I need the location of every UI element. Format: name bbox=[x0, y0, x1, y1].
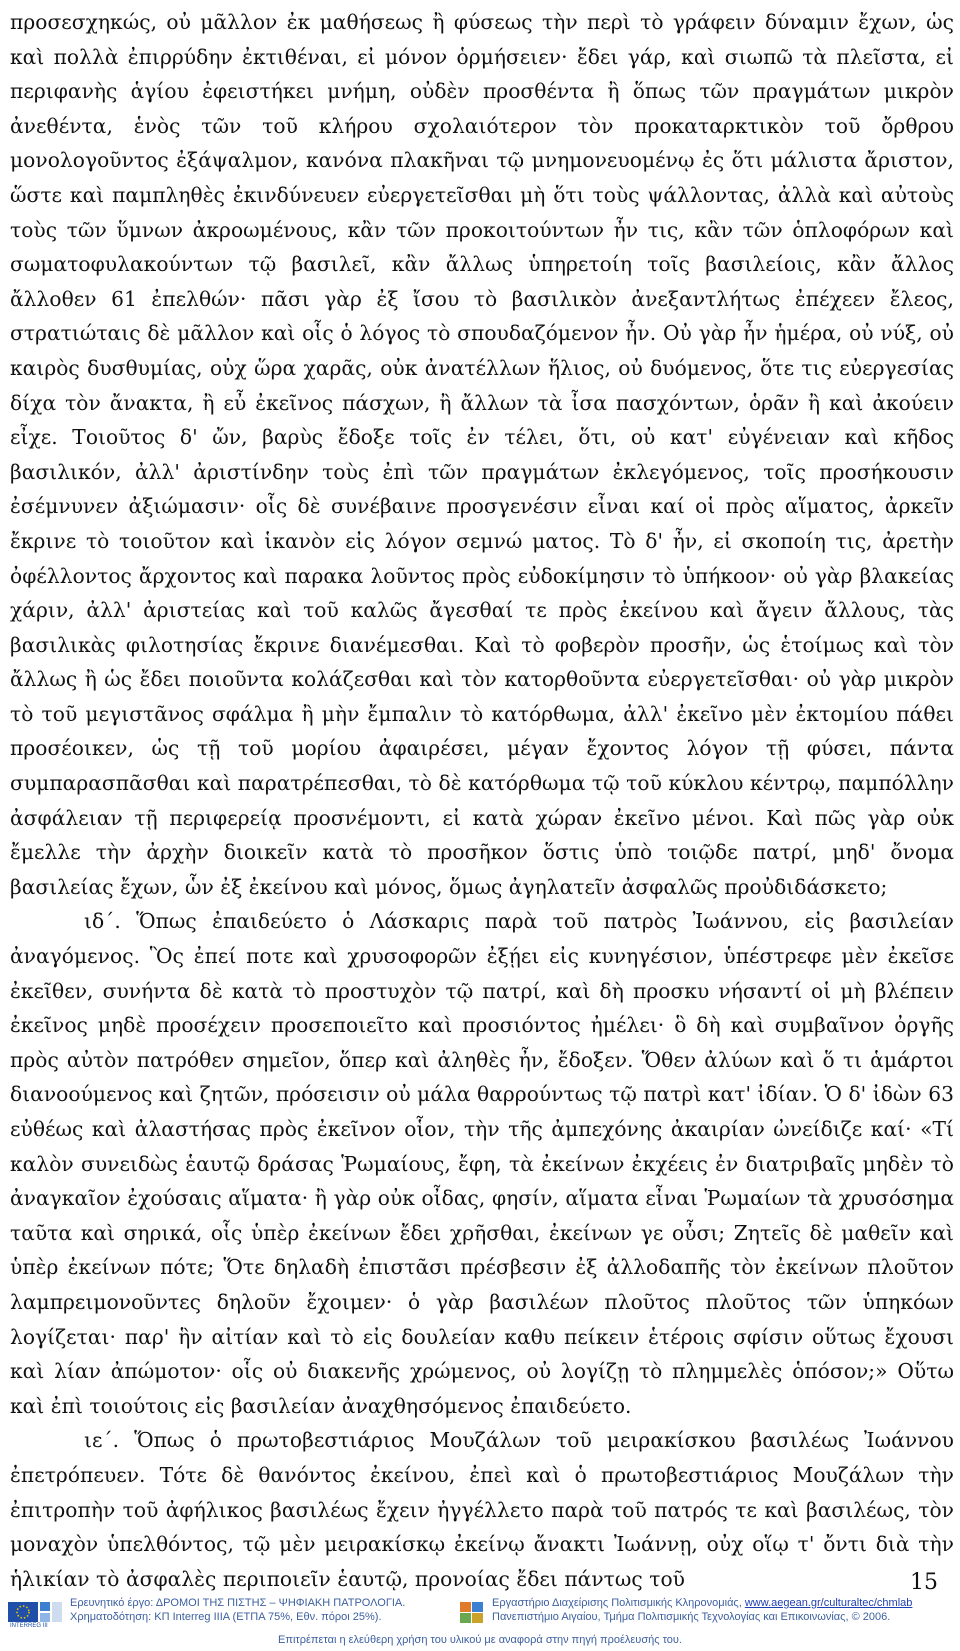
lab-logo-icon bbox=[458, 1598, 486, 1626]
page-footer bbox=[0, 1596, 960, 1651]
footer-usage-note: Επιτρέπεται η ελεύθερη χρήση του υλικού με αναφορά στην πηγή προέλευσής του. bbox=[278, 1634, 682, 1646]
footer-lab-name: Εργαστήριο Διαχείρισης Πολιτισμικής Κληρονομιάς, bbox=[492, 1597, 742, 1609]
page-number: 15 bbox=[910, 1570, 938, 1595]
paragraph-continuation: προσεσχηκώς, οὐ μᾶλλον ἐκ μαθήσεως ἢ φύσεως τὴν περὶ τὸ γράφειν δύναμιν ἔχων, ὡς καὶ πολλὰ ἐπιρρύδην ἐκτιθέναι, εἰ μόνον ὁρμήσειεν· ἔδει γάρ, καὶ σιωπῶ τὰ πλεῖστα, εἰ περιφανὴς ἁγίου ἐφειστήκει μνήμη, οὐδὲν προσθέντα ἢ ὅπως τῶν πραγμάτων μικρὸν ἀνεθέντα, ἑνὸς τῶν τοῦ κλήρου σχολαιότερον τὸν προκαταρκτικὸν τοῦ ὄρθρου μονολογοῦντος ἐξάψαλμον, κανόνα πλακῆναι τῷ μνημονευομένῳ ἐς ὅτι μάλιστα ἄριστον, ὥστε καὶ παμπληθὲς ἐκινδύνευεν εὐεργετεῖσθαι μὴ ὅτι τοὺς ψάλλοντας, ἀλλὰ καὶ αὐτοὺς τοὺς τῶν ὕμνων ἀκροωμένους, κἂν τῶν προκοιτούντων ἦν τις, κἂν τῶν ὁπλοφόρων καὶ σωματοφυλακούντων τῷ βασιλεῖ, κἂν ἄλλως ὑπηρετοίη τοῖς βασιλείοις, κἂν ἄλλος ἄλλοθεν 61 ἐπελθών· πᾶσι γὰρ ἐξ ἴσου τὸ βασιλικὸν ἀνεξαντλήτως ἐπέχεεν ἔλεος, στρατιώταις δὲ μᾶλλον καὶ οἷς ὁ λόγος τὸ σπουδαζόμενον ἦν. Οὐ γὰρ ἦν ἡμέρα, οὐ νύξ, οὐ καιρὸς δυσθυμίας, οὐχ ὥρα χαρᾶς, οὐκ ἀνατέλλων ἥλιος, οὐ δυόμενος, ὅτε τις εὐεργεσίας δίχα τὸν ἄνακτα, ἢ εὖ ἐκεῖνος πάσχων, ἢ ἄλλων τὰ ἶσα πασχόντων, ὁρᾶν ἢ καὶ ἀκούειν εἶχε. Τοιοῦτος δ' ὤν, βαρὺς ἔδοξε τοῖς ἐν τέλει, ὅτι, οὐ κατ' εὐγένειαν καὶ κῆδος βασιλικόν, ἀλλ' ἀριστίνδην τοὺς ἐπὶ τῶν πραγμάτων ἐκλεγόμενος, τοῖς προσήκουσιν ἐσέμνυνεν ἀξιώμασιν· οἷς δὲ συνέβαινε προσγενέσιν εἶναι καί οἱ πρὸς αἵματος, ἀρκεῖν ἔκρινε τὸ τοιοῦτον καὶ ἱκανὸν εἰς λόγον σεμνώ ματος. Τὸ δ' ἦν, εἰ σκοποίη τις, ἀρετὴν ὀφέλλοντος ἄρχοντος καὶ παρακα λοῦντος πρὸς εὐδοκίμησιν τὸ ὑπήκοον· οὐ γὰρ βλακείας χάριν, ἀλλ' ἀριστείας καὶ τοῦ καλῶς ἄγεσθαί τε πρὸς ἐκείνου καὶ ἄγειν ἄλλους, τὰς βασιλικὰς φιλοτησίας ἔκρινε διανέμεσθαι. Καὶ τὸ φοβερὸν προσῆν, ὡς ἑτοίμως καὶ τὸν ἄλλως ἢ ὡς ἔδει ποιοῦντα κολάζεσθαι καὶ τὸν κατορθοῦντα εὐεργετεῖσθαι· οὐ γὰρ μικρὸν τὸ τοῦ μεγιστᾶνος σφάλμα ἢ μὴν ἔμπαλιν τὸ κατόρθωμα, ἀλλ' ἐκεῖνο μὲν ἐκτομίου πάθει προσέοικεν, ὡς τῇ τοῦ μορίου ἀφαιρέσει, μέγαν ἔχοντος λόγον τῇ φύσει, πάντα συμπαρασπᾶσθαι καὶ παρατρέπεσθαι, τὸ δὲ κατόρθωμα τῷ τοῦ κύκλου κέντρῳ, παμπόλλην ἀσφάλειαν τῇ περιφερείᾳ προσνέμοντι, εἰ κατὰ χώραν ἐκεῖνο μένοι. Καὶ πῶς γὰρ οὐκ ἔμελλε τὴν ἀρχὴν διοικεῖν κατὰ τὸ προσῆκον ὅστις ὑπὸ τοιῷδε πατρί, μηδ' ὄνομα βασιλείας ἔχων, ὧν ἐξ ἐκείνου καὶ μόνος, ὅμως ἀγηλατεῖν ἀσφαλῶς προὐδιδάσκετο; bbox=[10, 10, 954, 899]
footer-funding-line: Χρηματοδότηση: ΚΠ Interreg IIIA (ΕΤΠΑ 75%, Εθν. πόροι 25%). bbox=[70, 1611, 382, 1623]
interreg-logo bbox=[8, 1598, 64, 1626]
paragraph-chapter-14: ιδ΄. Ὅπως ἐπαιδεύετο ὁ Λάσκαρις παρὰ τοῦ πατρὸς Ἰωάννου, εἰς βασιλείαν ἀναγόμενος. Ὃς ἐπεί ποτε καὶ χρυσοφορῶν ἐξῄει εἰς κυνηγέσιον, ὑπέστρεφε μὲν ἐκεῖσε ἐκεῖθεν, συνήντα δὲ κατὰ τὸ προστυχὸν τῷ πατρί, καὶ δὴ προσκυ νήσαντί οἱ μὴ βλέπειν ἐκεῖνος μηδὲ προσέχειν προσεποιεῖτο καὶ προσιόντος ἠμέλει· ὃ δὴ καὶ συμβαῖνον ὀργῆς πρὸς αὐτὸν πατρόθεν σημεῖον, ὅπερ καὶ ἀληθὲς ἦν, ἔδοξεν. Ὅθεν ἀλύων καὶ ὅ τι ἁμάρτοι διανοούμενος καὶ ζητῶν, πρόσεισιν οὐ μάλα θαρρούντως τῷ πατρὶ κατ' ἰδίαν. Ὁ δ' ἰδὼν 63 εὐθέως καὶ ἀλαστήσας πρὸς ἐκεῖνον οἷον, τὴν τῆς ἀμπεχόνης ἀκαιρίαν ὠνείδιζε καί· «Τί καλὸν συνειδὼς ἑαυτῷ δράσας Ῥωμαίους, ἔφη, τὰ ἐκείνων ἐκχέεις ἐν διατριβαῖς μηδὲν τὸ ἀναγκαῖον ἐχούσαις αἵματα· ἢ γὰρ οὐκ οἶδας, φησίν, αἵματα εἶναι Ῥωμαίων τὰ χρυσόσημα ταῦτα καὶ σηρικά, οἷς ὑπὲρ ἐκείνων ἔδει χρῆσθαι, ἐκείνων γε οὖσι; Ζητεῖς δὲ μαθεῖν καὶ ὑπὲρ ἐκείνων πότε; Ὅτε δηλαδὴ ἐπιστᾶσι πρέσβεσιν ἐξ ἀλλοδαπῆς τὸν ἐκείνων πλοῦτον λαμπρειμονοῦντες δηλοῦν ἔχοιμεν· ὁ γὰρ βασιλέων πλοῦτος πλοῦτος τῶν ὑπηκόων λογίζεται· παρ' ἣν αἰτίαν καὶ τὸ εἰς δουλείαν καθυ πείκειν ἑτέροις σφίσιν οὕτως ἔχουσι καὶ λίαν ἀπώμοτον· οἷς οὐ διακενῆς χρώμενος, οὐ λογίζῃ τὸ πλημμελὲς ὁπόσον;» Οὕτω καὶ ἐπὶ τοιούτοις εἰς βασιλείαν ἀναχθησόμενος ἐπαιδεύετο. bbox=[10, 909, 954, 1418]
footer-lab-text bbox=[492, 1596, 912, 1624]
footer-lab-link[interactable]: www.aegean.gr/culturaltec/chmlab bbox=[744, 1597, 913, 1609]
footer-project-line: Ερευνητικό έργο: ΔΡΟΜΟΙ ΤΗΣ ΠΙΣΤΗΣ – ΨΗΦΙΑΚΗ ΠΑΤΡΟΛΟΓΙΑ. bbox=[70, 1597, 406, 1609]
paragraph-chapter-15: ιε΄. Ὅπως ὁ πρωτοβεστιάριος Μουζάλων τοῦ μειρακίσκου βασιλέως Ἰωάννου ἐπετρόπευεν. Τότε δὲ θανόντος ἐκείνου, ἐπεὶ καὶ ὁ πρωτοβεστιάριος Μουζάλων τὴν ἐπιτροπὴν τοῦ ἀφήλικος βασιλέως ἔχειν ἠγγέλλετο παρὰ τοῦ πατρός τε καὶ βασιλέως, τὸν μοναχὸν ὑπελθόντος, τῷ μὲν μειρακίσκῳ ἐκείνῳ ἄνακτι Ἰωάννῃ, οὐχ οἵῳ τ' ὄντι διὰ τὴν ἡλικίαν τὸ ἀσφαλὲς περιποιεῖν ἑαυτῷ, προνοίας ἔδει πάντως τοῦ bbox=[10, 1428, 954, 1591]
footer-university-line: Πανεπιστήμιο Αιγαίου, Τμήμα Πολιτισμικής Τεχνολογίας και Επικοινωνίας, © 2006. bbox=[492, 1611, 891, 1623]
document-body bbox=[10, 5, 954, 1596]
footer-funding-text bbox=[70, 1596, 405, 1624]
svg-text:INTERREG III: INTERREG III bbox=[10, 1623, 48, 1628]
